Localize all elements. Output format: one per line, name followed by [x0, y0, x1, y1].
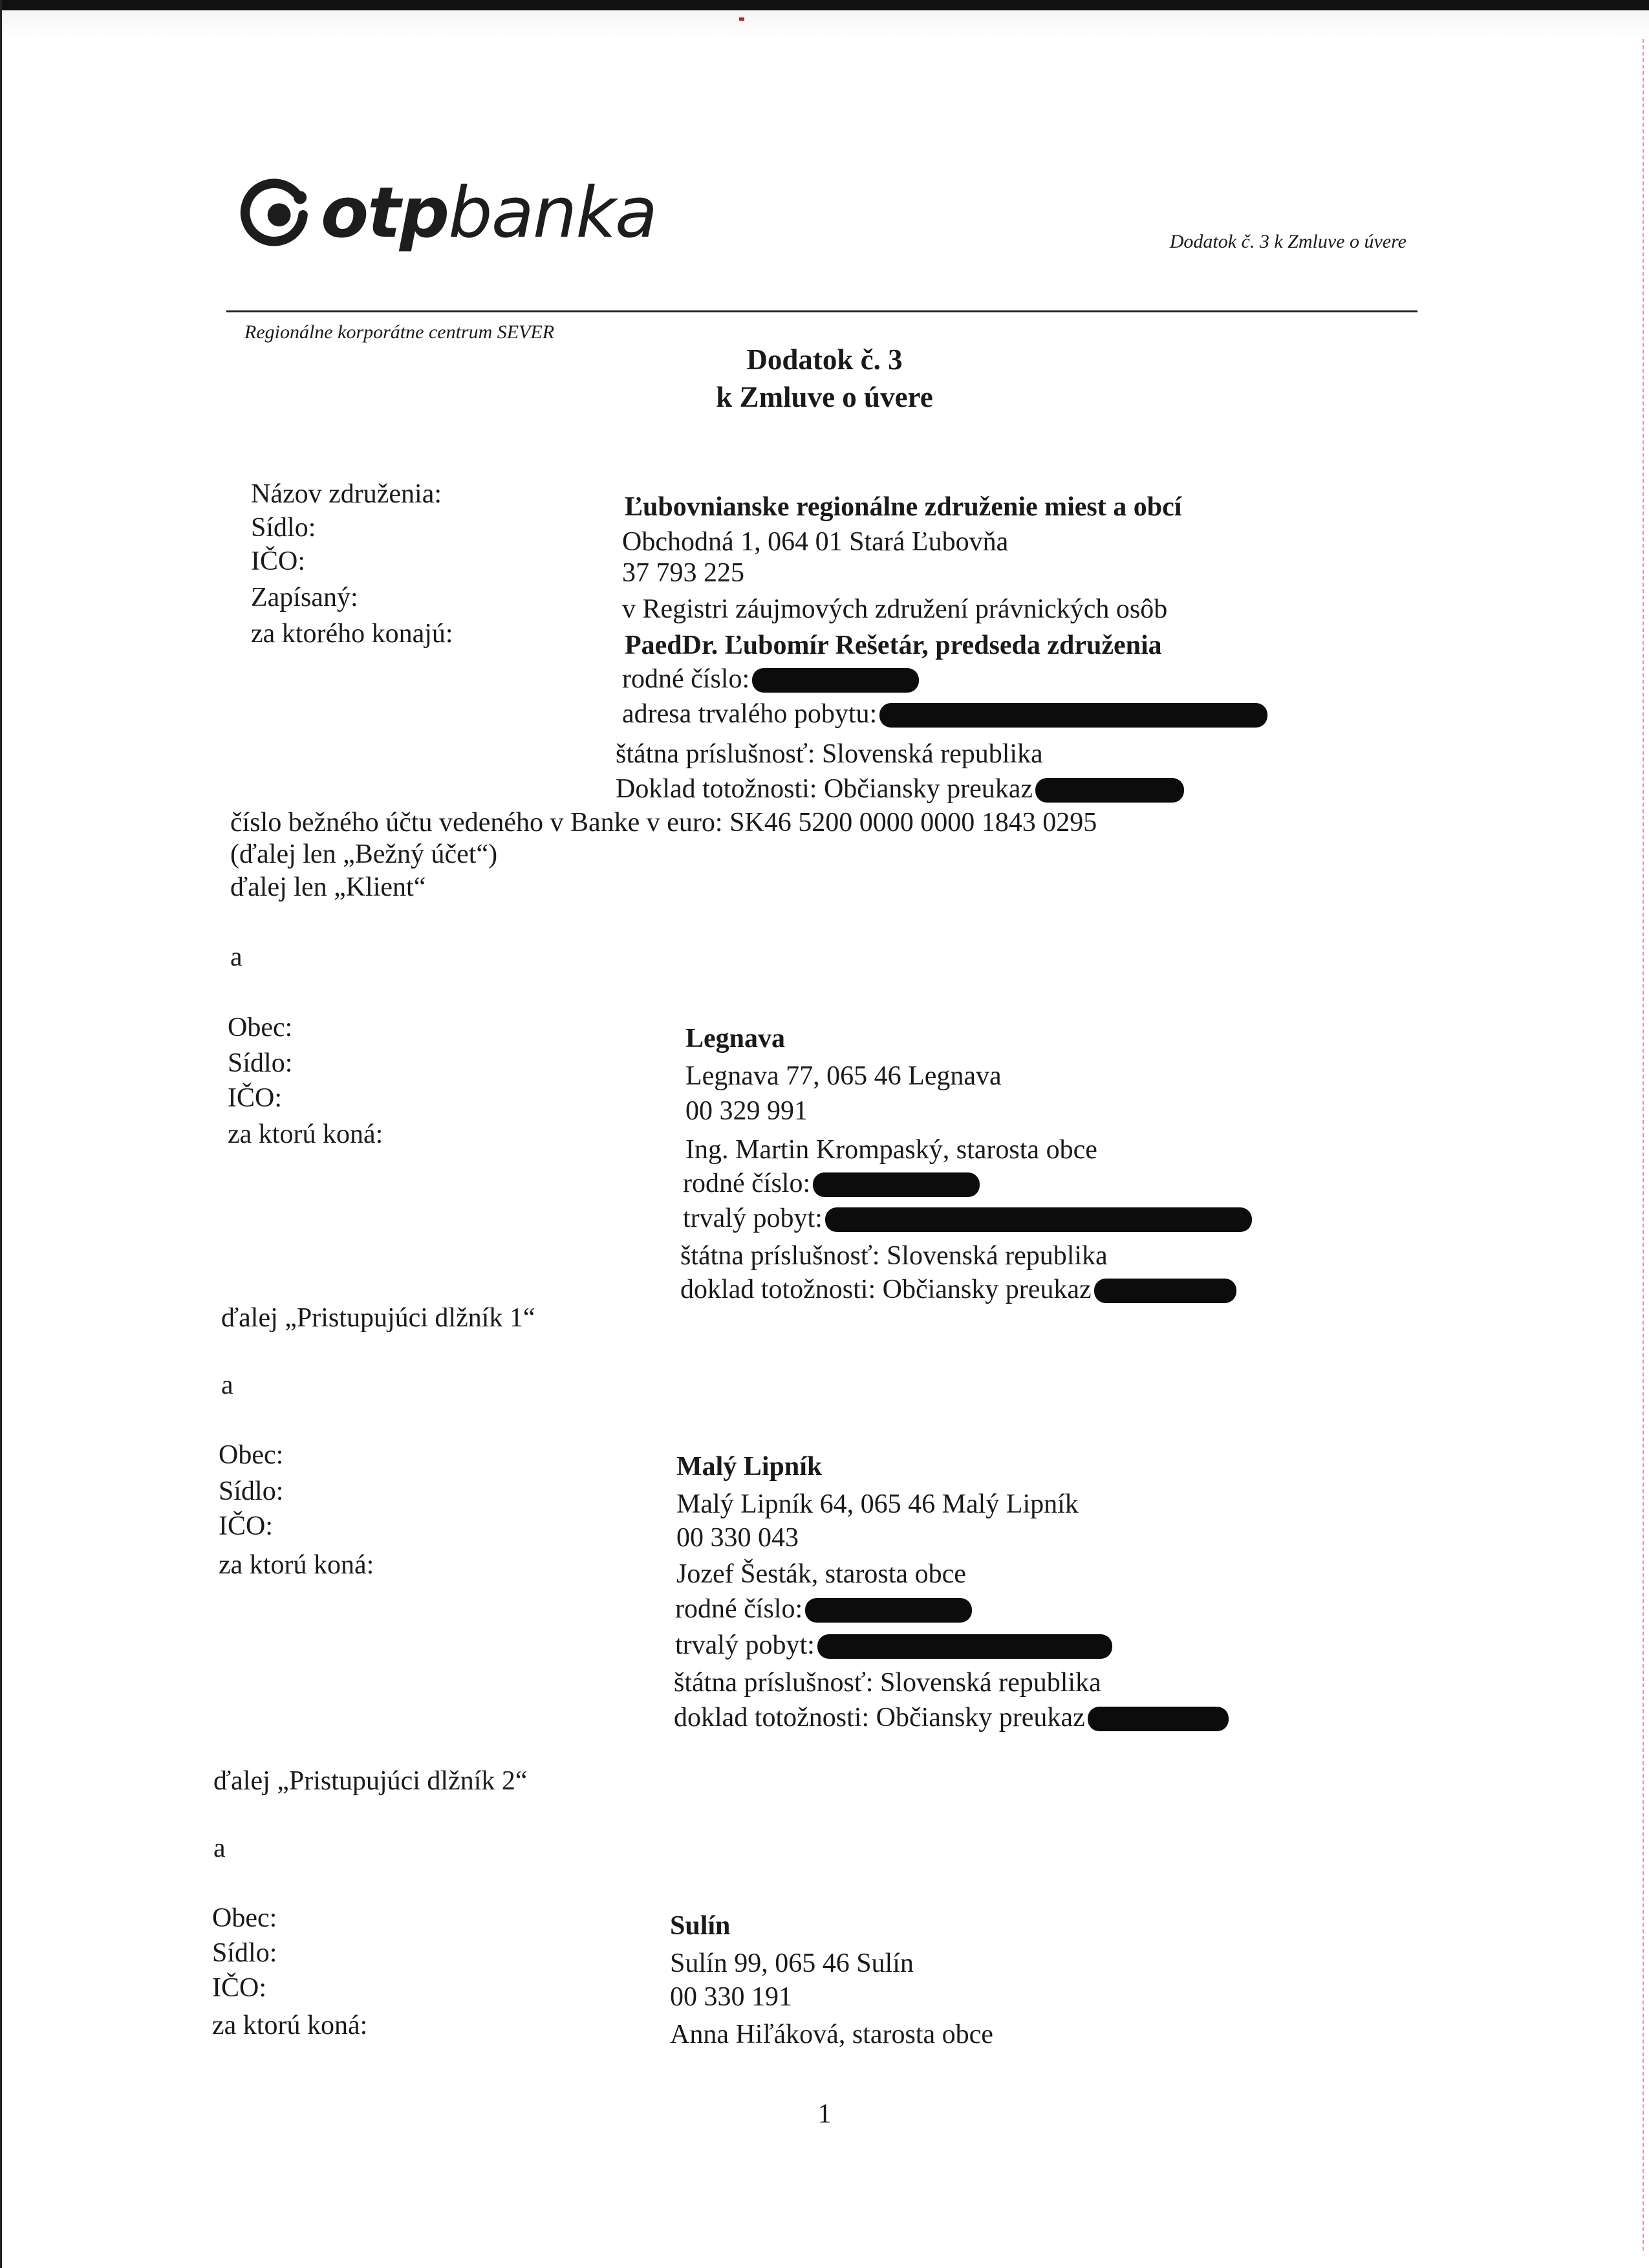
debtor2-citizenship: štátna príslušnosť: Slovenská republika — [674, 1668, 1101, 1698]
client-ico: 37 793 225 — [622, 558, 744, 588]
bank-logo — [239, 175, 656, 252]
label-municipality: Obec: — [228, 1013, 293, 1042]
label-registered: Zapísaný: — [251, 583, 358, 612]
debtor1-residence: trvalý pobyt: — [683, 1203, 1252, 1234]
label-ico: IČO: — [251, 546, 305, 576]
redaction-bar — [752, 668, 919, 693]
conjunction: a — [221, 1370, 233, 1400]
scan-border-top — [0, 0, 1649, 10]
debtor1-ico: 00 329 991 — [685, 1096, 808, 1126]
debtor2-residence: trvalý pobyt: — [675, 1630, 1112, 1661]
label-representative: za ktorú koná: — [212, 2011, 368, 2040]
label-seat: Sídlo: — [219, 1476, 284, 1506]
client-alias: ďalej len „Klient“ — [230, 872, 426, 902]
scan-shadow — [2, 10, 1649, 39]
client-address: adresa trvalého pobytu: — [622, 698, 1267, 729]
debtor2-seat: Malý Lipník 64, 065 46 Malý Lipník — [676, 1489, 1079, 1519]
bank-wordmark: otpbanka — [321, 173, 657, 254]
redaction-bar — [1088, 1707, 1229, 1731]
debtor2-representative: Jozef Šesták, starosta obce — [676, 1559, 966, 1589]
client-representative: PaedDr. Ľubomír Rešetár, predseda združenia — [625, 631, 1162, 660]
conjunction: a — [213, 1833, 226, 1863]
debtor1-name: Legnava — [685, 1024, 786, 1053]
label-municipality: Obec: — [219, 1440, 284, 1470]
debtor2-id-document: doklad totožnosti: Občiansky preukaz — [674, 1702, 1229, 1733]
redaction-bar — [1094, 1279, 1236, 1303]
debtor1-id-document: doklad totožnosti: Občiansky preukaz — [680, 1274, 1236, 1305]
debtor1-birth-number: rodné číslo: — [683, 1168, 980, 1199]
label-municipality: Obec: — [212, 1903, 277, 1933]
debtor3-representative: Anna Hiľáková, starosta obce — [670, 2020, 993, 2049]
header-rule — [226, 310, 1417, 312]
document-title: Dodatok č. 3 — [746, 343, 903, 376]
debtor1-citizenship: štátna príslušnosť: Slovenská republika — [680, 1241, 1108, 1271]
label-ico: IČO: — [219, 1511, 273, 1541]
debtor1-alias: ďalej „Pristupujúci dlžník 1“ — [221, 1303, 535, 1333]
debtor3-name: Sulín — [670, 1911, 731, 1941]
debtor2-ico: 00 330 043 — [676, 1523, 799, 1553]
client-account: číslo bežného účtu vedeného v Banke v euro: SK46 5200 0000 0000 1843 0295 — [230, 808, 1097, 837]
debtor1-seat: Legnava 77, 065 46 Legnava — [685, 1061, 1002, 1091]
redaction-bar — [825, 1207, 1252, 1232]
label-seat: Sídlo: — [228, 1048, 293, 1078]
client-name: Ľubovnianske regionálne združenie miest a obcí — [625, 492, 1182, 522]
label-ico: IČO: — [212, 1973, 266, 2003]
scan-speck — [739, 17, 744, 21]
client-seat: Obchodná 1, 064 01 Stará Ľubovňa — [622, 527, 1009, 557]
label-representative: za ktorú koná: — [219, 1550, 374, 1580]
debtor2-birth-number: rodné číslo: — [675, 1593, 972, 1625]
label-seat: Sídlo: — [212, 1938, 277, 1968]
debtor2-alias: ďalej „Pristupujúci dlžník 2“ — [213, 1766, 528, 1796]
debtor3-seat: Sulín 99, 065 46 Sulín — [670, 1949, 914, 1978]
client-birth-number: rodné číslo: — [622, 664, 919, 695]
redaction-bar — [879, 703, 1267, 728]
label-association-name: Názov združenia: — [251, 479, 442, 509]
redaction-bar — [817, 1634, 1112, 1659]
label-ico: IČO: — [228, 1083, 282, 1113]
redaction-bar — [805, 1598, 972, 1623]
client-citizenship: štátna príslušnosť: Slovenská republika — [616, 739, 1043, 769]
client-registered: v Registri záujmových združení právnických osôb — [622, 594, 1168, 624]
conjunction: a — [230, 942, 242, 972]
page-number: 1 — [817, 2099, 832, 2129]
debtor3-ico: 00 330 191 — [670, 1982, 792, 2012]
label-representatives: za ktorého konajú: — [251, 619, 453, 649]
document-subtitle: k Zmluve o úvere — [716, 381, 933, 413]
document-reference: Dodatok č. 3 k Zmluve o úvere — [1169, 231, 1406, 252]
otp-ring-icon — [239, 177, 312, 250]
corporate-center: Regionálne korporátne centrum SEVER — [244, 321, 555, 343]
redaction-bar — [813, 1172, 980, 1197]
label-representative: za ktorú koná: — [228, 1119, 383, 1149]
debtor2-name: Malý Lipník — [676, 1452, 823, 1482]
scan-border-left — [0, 0, 2, 2268]
client-account-alias: (ďalej len „Bežný účet“) — [230, 839, 498, 869]
redaction-bar — [1035, 778, 1184, 803]
label-seat: Sídlo: — [251, 513, 316, 543]
client-id-document: Doklad totožnosti: Občiansky preukaz — [616, 773, 1184, 805]
debtor1-representative: Ing. Martin Krompaský, starosta obce — [685, 1135, 1097, 1165]
